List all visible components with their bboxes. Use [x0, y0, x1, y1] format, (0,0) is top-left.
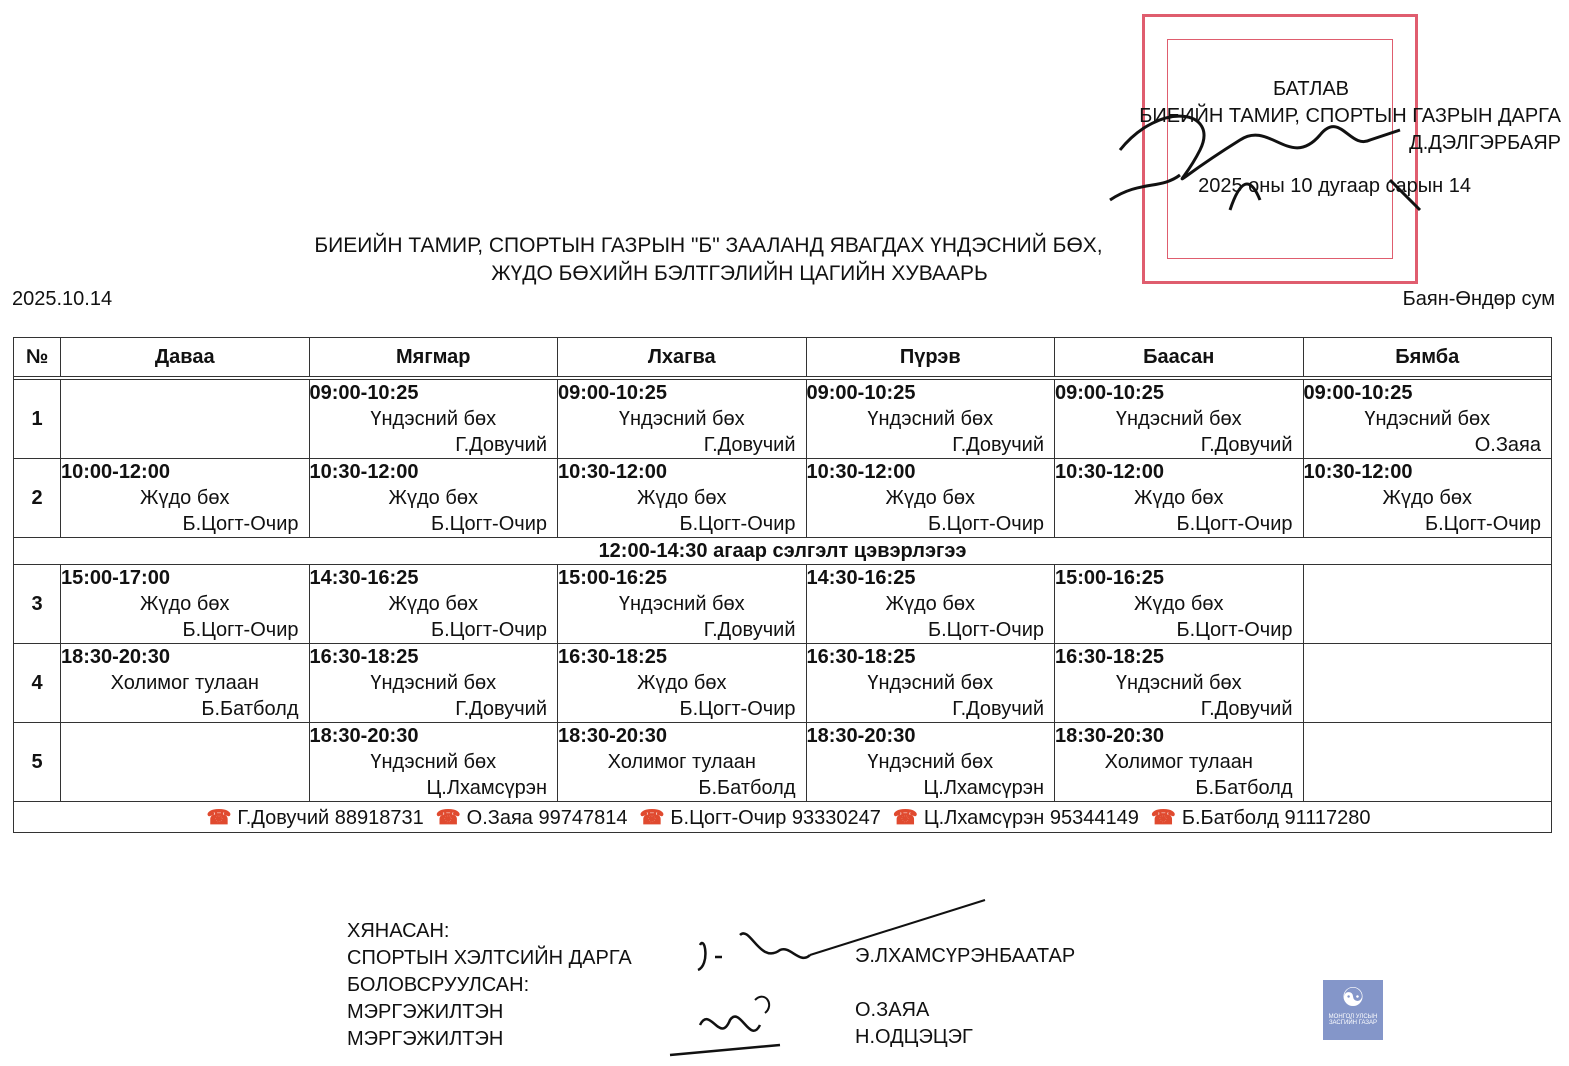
session-coach: Г.Довучий	[1200, 698, 1293, 720]
session-activity: Жүдо бөх	[1134, 487, 1224, 509]
reviewed-label: ХЯНАСАН:	[347, 920, 450, 942]
session-activity: Үндэсний бөх	[618, 593, 745, 615]
phone-icon: ☎	[206, 806, 232, 829]
session-coach: Б.Батболд	[1195, 777, 1293, 799]
session-coach: Г.Довучий	[455, 434, 547, 456]
schedule-cell	[61, 380, 310, 459]
session-activity: Жүдо бөх	[388, 487, 478, 509]
session-coach: Г.Довучий	[455, 698, 547, 720]
session-activity: Жүдо бөх	[885, 487, 975, 509]
header-wednesday: Лхагва	[558, 338, 807, 377]
row-number: 1	[14, 380, 61, 459]
schedule-cell	[1055, 723, 1304, 802]
session-coach: Б.Батболд	[201, 698, 299, 720]
row-number: 5	[14, 723, 61, 802]
session-time: 18:30-20:30	[1055, 725, 1164, 747]
session-time: 09:00-10:25	[309, 382, 419, 404]
session-coach: Б.Цогт-Очир	[1176, 619, 1293, 641]
phone-icon: ☎	[892, 806, 918, 829]
break-row	[14, 538, 1552, 565]
session-activity: Холимог тулаан	[1104, 751, 1253, 773]
preparer1-name: О.ЗАЯА	[855, 999, 930, 1021]
session-coach: Б.Цогт-Очир	[928, 513, 1044, 535]
session-time: 18:30-20:30	[806, 725, 916, 747]
document-title	[0, 232, 1569, 288]
session-coach: Г.Довучий	[1200, 434, 1293, 456]
schedule-cell	[806, 565, 1055, 644]
session-activity: Үндэсний бөх	[1364, 408, 1491, 430]
schedule-cell	[1303, 644, 1552, 723]
schedule-cell	[1303, 380, 1552, 459]
schedule-cell	[558, 565, 807, 644]
session-time: 15:00-16:25	[558, 567, 667, 589]
header-tuesday: Мягмар	[309, 338, 558, 377]
schedule-cell	[309, 644, 558, 723]
session-coach: Г.Довучий	[952, 698, 1044, 720]
title-line-2: ЖҮДО БӨХИЙН БЭЛТГЭЛИЙН ЦАГИЙН ХУВААРЬ	[491, 262, 988, 285]
reviewer-name: Э.ЛХАМСҮРЭНБААТАР	[855, 945, 1076, 967]
schedule-cell	[309, 565, 558, 644]
table-row	[14, 565, 1552, 644]
document-date: 2025.10.14	[12, 288, 113, 310]
contact-entry: О.Заяа 99747814	[466, 806, 628, 829]
session-activity: Жүдо бөх	[637, 487, 727, 509]
director-signature	[1100, 80, 1440, 220]
session-activity: Холимог тулаан	[607, 751, 756, 773]
schedule-cell	[1303, 459, 1552, 538]
session-coach: Б.Цогт-Очир	[182, 513, 299, 535]
schedule-cell	[61, 565, 310, 644]
schedule-cell	[309, 723, 558, 802]
session-time: 16:30-18:25	[558, 646, 667, 668]
prepared-label: БОЛОВСРУУЛСАН:	[347, 974, 530, 996]
session-activity: Үндэсний бөх	[1115, 672, 1242, 694]
session-coach: Б.Батболд	[698, 777, 796, 799]
session-time: 16:30-18:25	[309, 646, 419, 668]
reviewer-title: СПОРТЫН ХЭЛТСИЙН ДАРГА	[347, 947, 632, 969]
schedule-cell	[61, 644, 310, 723]
header-thursday: Пүрэв	[806, 338, 1055, 377]
schedule-cell	[558, 723, 807, 802]
schedule-cell	[558, 459, 807, 538]
session-coach: Г.Довучий	[703, 434, 796, 456]
session-activity: Үндэсний бөх	[370, 751, 497, 773]
preparer2-name: Н.ОДЦЭЦЭГ	[855, 1026, 973, 1048]
phone-icon: ☎	[435, 806, 461, 829]
contacts-list	[14, 802, 1552, 833]
document-place: Баян-Өндөр сум	[1402, 288, 1555, 310]
session-coach: Б.Цогт-Очир	[928, 619, 1044, 641]
session-coach: Ц.Лхамсүрэн	[923, 777, 1044, 799]
session-activity: Жүдо бөх	[1382, 487, 1472, 509]
session-coach: Б.Цогт-Очир	[679, 513, 796, 535]
session-time: 09:00-10:25	[1055, 382, 1164, 404]
preparer2-title: МЭРГЭЖИЛТЭН	[347, 1028, 504, 1050]
schedule-cell	[309, 380, 558, 459]
contact-entry: Ц.Лхамсүрэн 95344149	[923, 806, 1139, 829]
schedule-cell	[1055, 459, 1304, 538]
schedule-cell	[1055, 380, 1304, 459]
session-time: 14:30-16:25	[309, 567, 419, 589]
header-friday: Баасан	[1055, 338, 1304, 377]
schedule-cell	[1055, 644, 1304, 723]
session-coach: Б.Цогт-Очир	[182, 619, 299, 641]
header-monday: Даваа	[61, 338, 310, 377]
row-number: 2	[14, 459, 61, 538]
table-row	[14, 380, 1552, 459]
session-time: 16:30-18:25	[1055, 646, 1164, 668]
session-activity: Үндэсний бөх	[867, 672, 994, 694]
session-activity: Жүдо бөх	[140, 593, 230, 615]
session-activity: Холимог тулаан	[110, 672, 259, 694]
table-row	[14, 723, 1552, 802]
phone-icon: ☎	[1150, 806, 1176, 829]
signoff-block	[347, 918, 632, 1053]
session-time: 10:30-12:00	[309, 461, 419, 483]
session-time: 10:30-12:00	[806, 461, 916, 483]
contact-entry: Б.Цогт-Очир 93330247	[670, 806, 881, 829]
contact-entry: Г.Довучий 88918731	[237, 806, 424, 829]
session-time: 09:00-10:25	[558, 382, 667, 404]
contact-entry: Б.Батболд 91117280	[1181, 806, 1371, 829]
schedule-cell	[806, 380, 1055, 459]
row-number: 4	[14, 644, 61, 723]
session-coach: Б.Цогт-Очир	[431, 619, 547, 641]
break-note: 12:00-14:30 агаар сэлгэлт цэвэрлэгээ	[14, 538, 1552, 565]
session-coach: Б.Цогт-Очир	[1176, 513, 1293, 535]
logo-text: МОНГОЛ УЛСЫН ЗАСГИЙН ГАЗАР	[1328, 1014, 1378, 1026]
schedule-cell	[806, 723, 1055, 802]
session-time: 15:00-16:25	[1055, 567, 1164, 589]
schedule-cell	[1303, 723, 1552, 802]
government-logo	[1323, 980, 1383, 1040]
session-coach: Б.Цогт-Очир	[1425, 513, 1541, 535]
session-coach: Г.Довучий	[952, 434, 1044, 456]
session-activity: Жүдо бөх	[140, 487, 230, 509]
approval-position: БИЕИЙН ТАМИР, СПОРТЫН ГАЗРЫН ДАРГА	[1139, 105, 1561, 127]
schedule-cell	[1055, 565, 1304, 644]
approval-date: 2025 оны 10 дугаар сарын 14	[1198, 175, 1471, 197]
session-time: 14:30-16:25	[806, 567, 916, 589]
session-activity: Үндэсний бөх	[618, 408, 745, 430]
session-time: 10:00-12:00	[61, 461, 170, 483]
contacts-row	[14, 802, 1552, 833]
table-row	[14, 459, 1552, 538]
session-coach: Б.Цогт-Очир	[679, 698, 796, 720]
session-time: 09:00-10:25	[1303, 382, 1413, 404]
session-time: 16:30-18:25	[806, 646, 916, 668]
session-coach: Б.Цогт-Очир	[431, 513, 547, 535]
schedule-cell	[558, 380, 807, 459]
session-activity: Үндэсний бөх	[370, 408, 497, 430]
schedule-cell	[1303, 565, 1552, 644]
approval-name: Д.ДЭЛГЭРБАЯР	[1409, 132, 1561, 154]
session-time: 10:30-12:00	[1055, 461, 1164, 483]
phone-icon: ☎	[639, 806, 665, 829]
signoff-signatures	[660, 895, 1000, 1065]
session-coach: О.Заяа	[1474, 434, 1541, 456]
schedule-cell	[806, 644, 1055, 723]
session-time: 09:00-10:25	[806, 382, 916, 404]
schedule-cell	[558, 644, 807, 723]
session-activity: Жүдо бөх	[885, 593, 975, 615]
session-time: 18:30-20:30	[61, 646, 170, 668]
session-activity: Жүдо бөх	[637, 672, 727, 694]
session-time: 18:30-20:30	[309, 725, 419, 747]
table-row	[14, 644, 1552, 723]
session-time: 10:30-12:00	[1303, 461, 1413, 483]
session-activity: Үндэсний бөх	[867, 408, 994, 430]
session-time: 10:30-12:00	[558, 461, 667, 483]
session-time: 15:00-17:00	[61, 567, 170, 589]
table-header-row	[14, 338, 1552, 377]
preparer1-title: МЭРГЭЖИЛТЭН	[347, 1001, 504, 1023]
schedule-cell	[806, 459, 1055, 538]
schedule-cell	[309, 459, 558, 538]
session-activity: Жүдо бөх	[1134, 593, 1224, 615]
session-time: 18:30-20:30	[558, 725, 667, 747]
schedule-table	[13, 337, 1552, 833]
title-line-1: БИЕИЙН ТАМИР, СПОРТЫН ГАЗРЫН "Б" ЗААЛАНД ЯВАГДАХ ҮНДЭСНИЙ БӨХ,	[314, 234, 1103, 257]
schedule-cell	[61, 723, 310, 802]
session-activity: Үндэсний бөх	[370, 672, 497, 694]
schedule-cell	[61, 459, 310, 538]
session-coach: Ц.Лхамсүрэн	[426, 777, 547, 799]
header-number: №	[14, 338, 61, 377]
session-activity: Үндэсний бөх	[1115, 408, 1242, 430]
session-coach: Г.Довучий	[703, 619, 796, 641]
approval-heading: БАТЛАВ	[1272, 78, 1349, 100]
row-number: 3	[14, 565, 61, 644]
session-activity: Жүдо бөх	[388, 593, 478, 615]
session-activity: Үндэсний бөх	[867, 751, 994, 773]
soyombo-icon: ☯	[1341, 982, 1365, 1012]
header-saturday: Бямба	[1303, 338, 1552, 377]
